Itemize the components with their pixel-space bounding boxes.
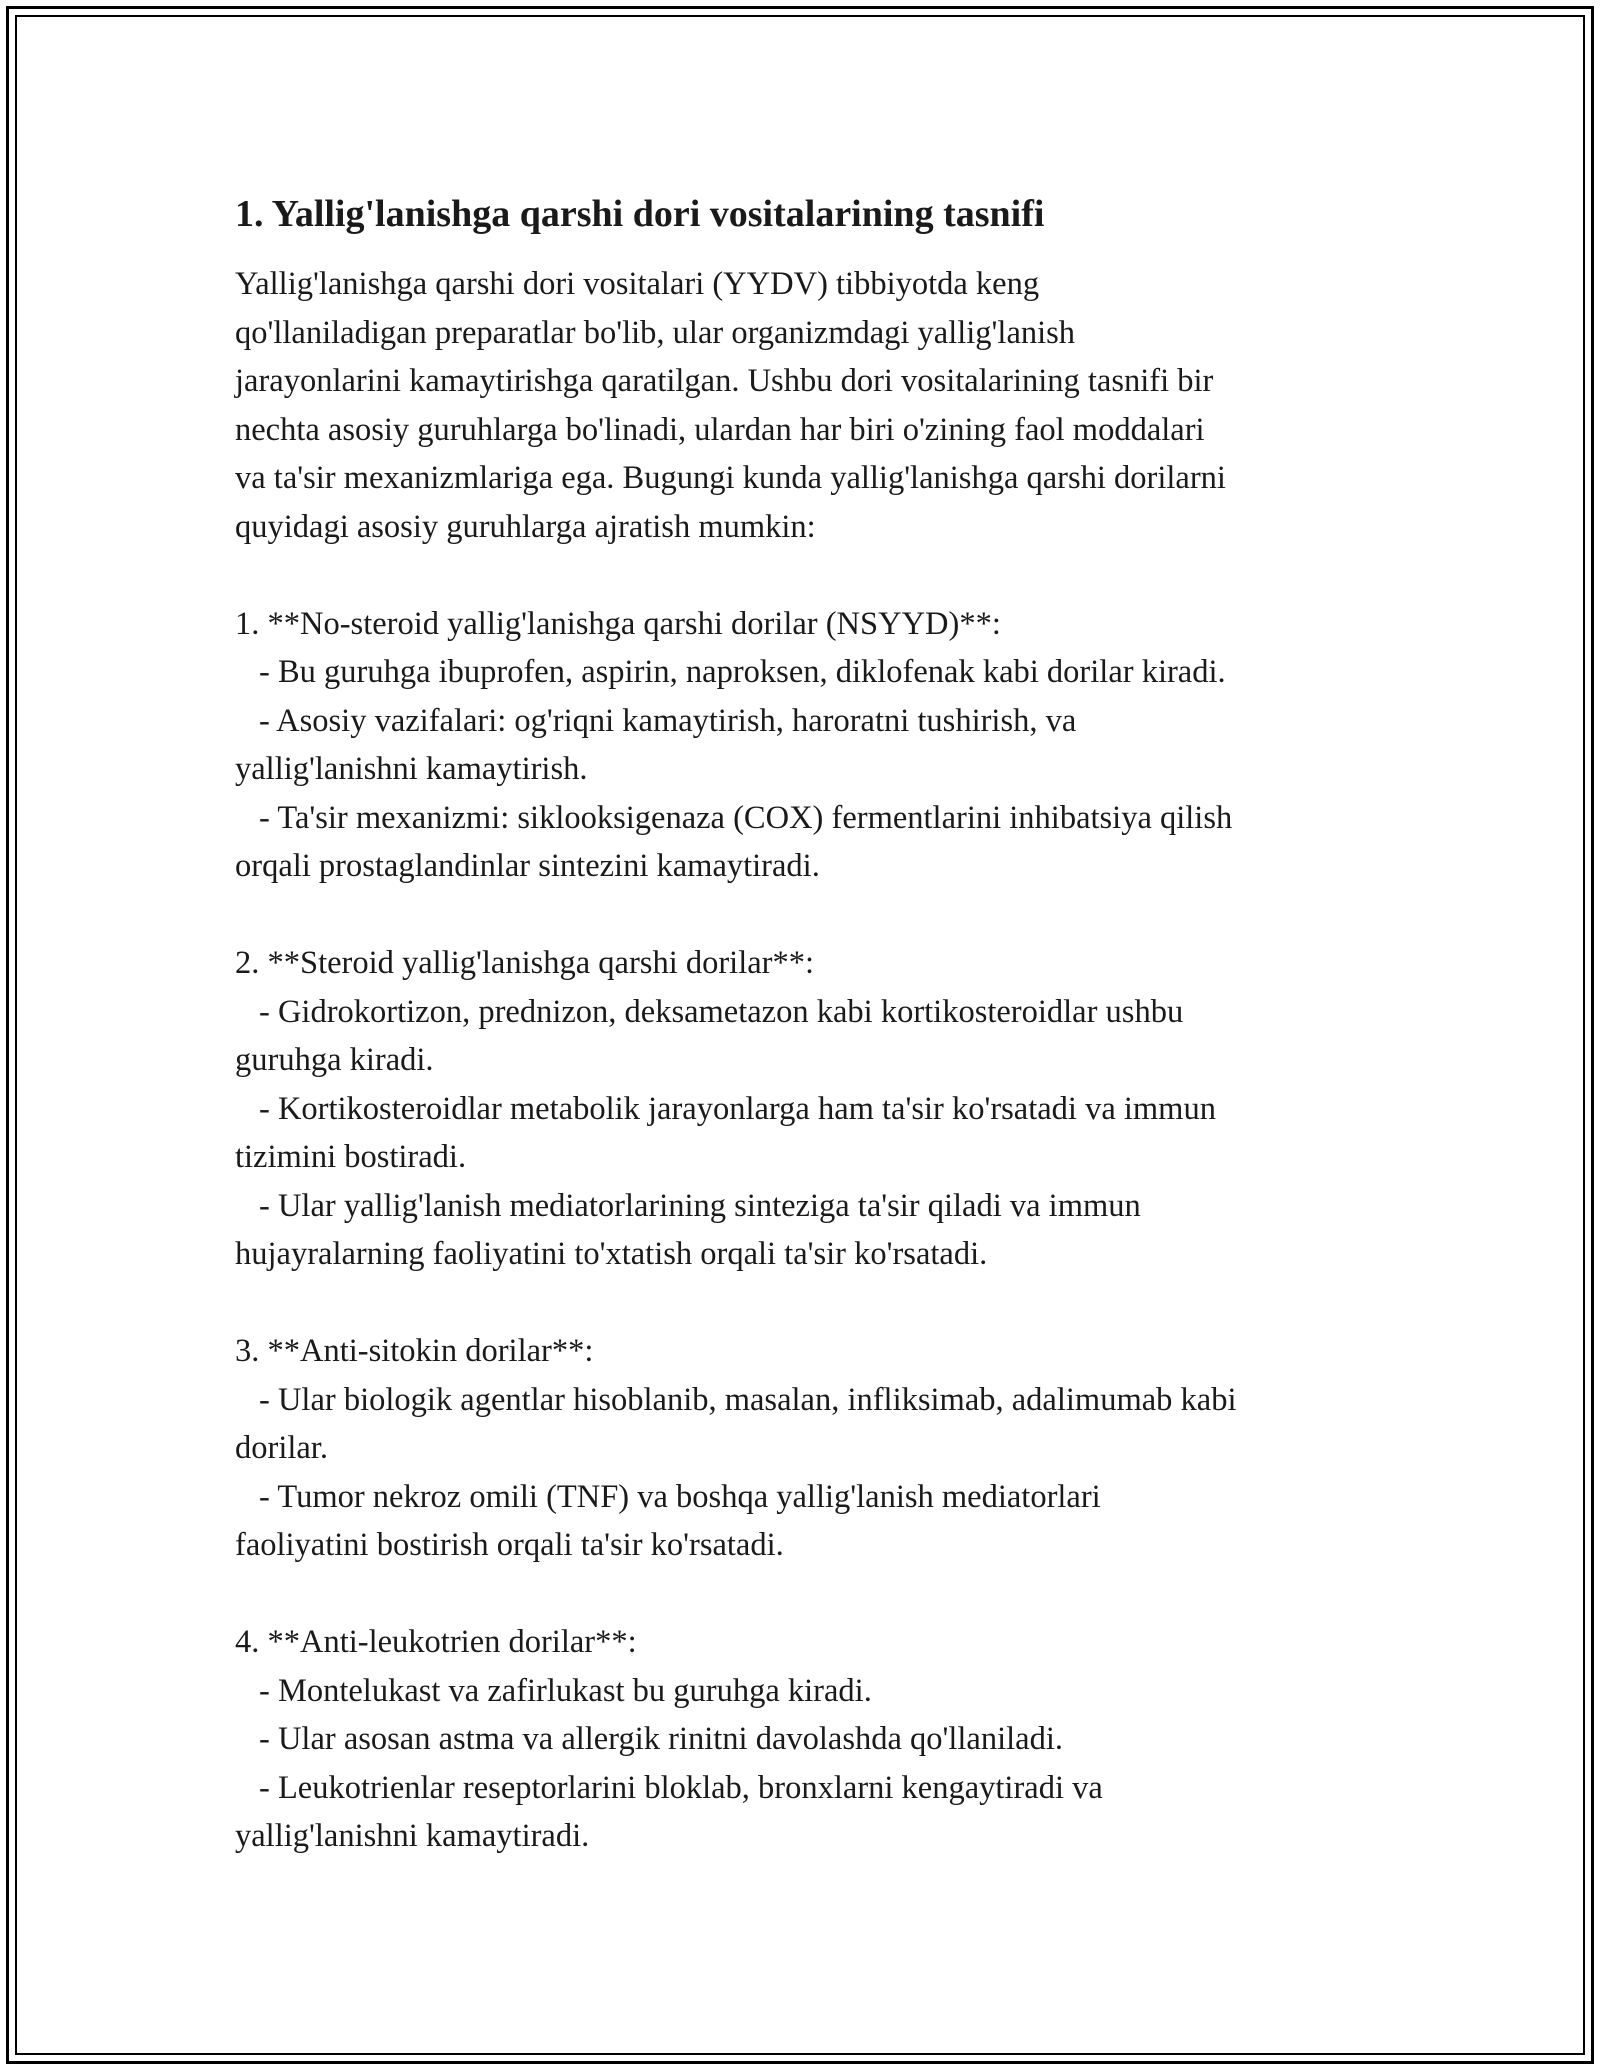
section-anti-leukotrien [235, 1618, 1375, 1861]
intro-paragraph [235, 260, 1375, 551]
intro-line: qo'llaniladigan preparatlar bo'lib, ular organizmdagi yallig'lanish [235, 314, 1076, 351]
section-heading: 1. **No-steroid yallig'lanishga qarshi dorilar (NSYYD)**: [235, 605, 1001, 642]
spacer [235, 1279, 1375, 1328]
bullet-line: - Gidrokortizon, prednizon, deksametazon kabi kortikosteroidlar ushbu [259, 993, 1184, 1030]
continuation-line: yallig'lanishni kamaytirish. [235, 751, 588, 787]
continuation-line: hujayralarning faoliyatini to'xtatish orqali ta'sir ko'rsatadi. [235, 1236, 988, 1272]
bullet-line: - Ular yallig'lanish mediatorlarining sinteziga ta'sir qiladi va immun [259, 1187, 1141, 1224]
intro-line: nechta asosiy guruhlarga bo'linadi, ulardan har biri o'zining faol moddalari [235, 411, 1205, 448]
intro-line: Yallig'lanishga qarshi dori vositalari (YYDV) tibbiyotda keng [235, 266, 1040, 302]
continuation-line: yallig'lanishni kamaytiradi. [235, 1818, 590, 1854]
document-body [235, 190, 1375, 1861]
document-title: 1. Yallig'lanishga qarshi dori vositalarining tasnifi [235, 193, 1045, 235]
section-heading: 3. **Anti-sitokin dorilar**: [235, 1333, 594, 1369]
spacer [235, 1570, 1375, 1619]
section-anti-sitokin [235, 1327, 1375, 1570]
bullet-line: - Kortikosteroidlar metabolik jarayonlarga ham ta'sir ko'rsatadi va immun [259, 1090, 1216, 1127]
bullet-line: - Asosiy vazifalari: og'riqni kamaytirish, haroratni tushirish, va [259, 702, 1077, 739]
intro-line: quyidagi asosiy guruhlarga ajratish mumkin: [235, 508, 816, 545]
bullet-line: - Bu guruhga ibuprofen, aspirin, naproksen, diklofenak kabi dorilar kiradi. [259, 654, 1226, 690]
continuation-line: faoliyatini bostirish orqali ta'sir ko'rsatadi. [235, 1527, 784, 1563]
section-steroid [235, 939, 1375, 1279]
bullet-line: - Ular asosan astma va allergik rinitni davolashda qo'llaniladi. [259, 1721, 1063, 1757]
section-heading: 2. **Steroid yallig'lanishga qarshi dorilar**: [235, 945, 815, 981]
bullet-line: - Tumor nekroz omili (TNF) va boshqa yallig'lanish mediatorlari [259, 1478, 1101, 1515]
continuation-line: dorilar. [235, 1430, 328, 1466]
intro-line: va ta'sir mexanizmlariga ega. Bugungi kunda yallig'lanishga qarshi dorilarni [235, 460, 1226, 496]
continuation-line: tizimini bostiradi. [235, 1139, 467, 1175]
continuation-line: orqali prostaglandinlar sintezini kamaytiradi. [235, 848, 820, 884]
section-nsyyd [235, 600, 1375, 891]
spacer [235, 891, 1375, 940]
section-heading: 4. **Anti-leukotrien dorilar**: [235, 1624, 637, 1660]
bullet-line: - Leukotrienlar reseptorlarini bloklab, bronxlarni kengaytiradi va [259, 1769, 1103, 1806]
intro-line: jarayonlarini kamaytirishga qaratilgan. Ushbu dori vositalarining tasnifi bir [235, 363, 1214, 399]
bullet-line: - Montelukast va zafirlukast bu guruhga kiradi. [259, 1672, 872, 1709]
continuation-line: guruhga kiradi. [235, 1042, 434, 1078]
bullet-line: - Ta'sir mexanizmi: siklooksigenaza (COX) fermentlarini inhibatsiya qilish [259, 799, 1233, 836]
bullet-line: - Ular biologik agentlar hisoblanib, masalan, infliksimab, adalimumab kabi [259, 1381, 1237, 1418]
spacer [235, 551, 1375, 600]
